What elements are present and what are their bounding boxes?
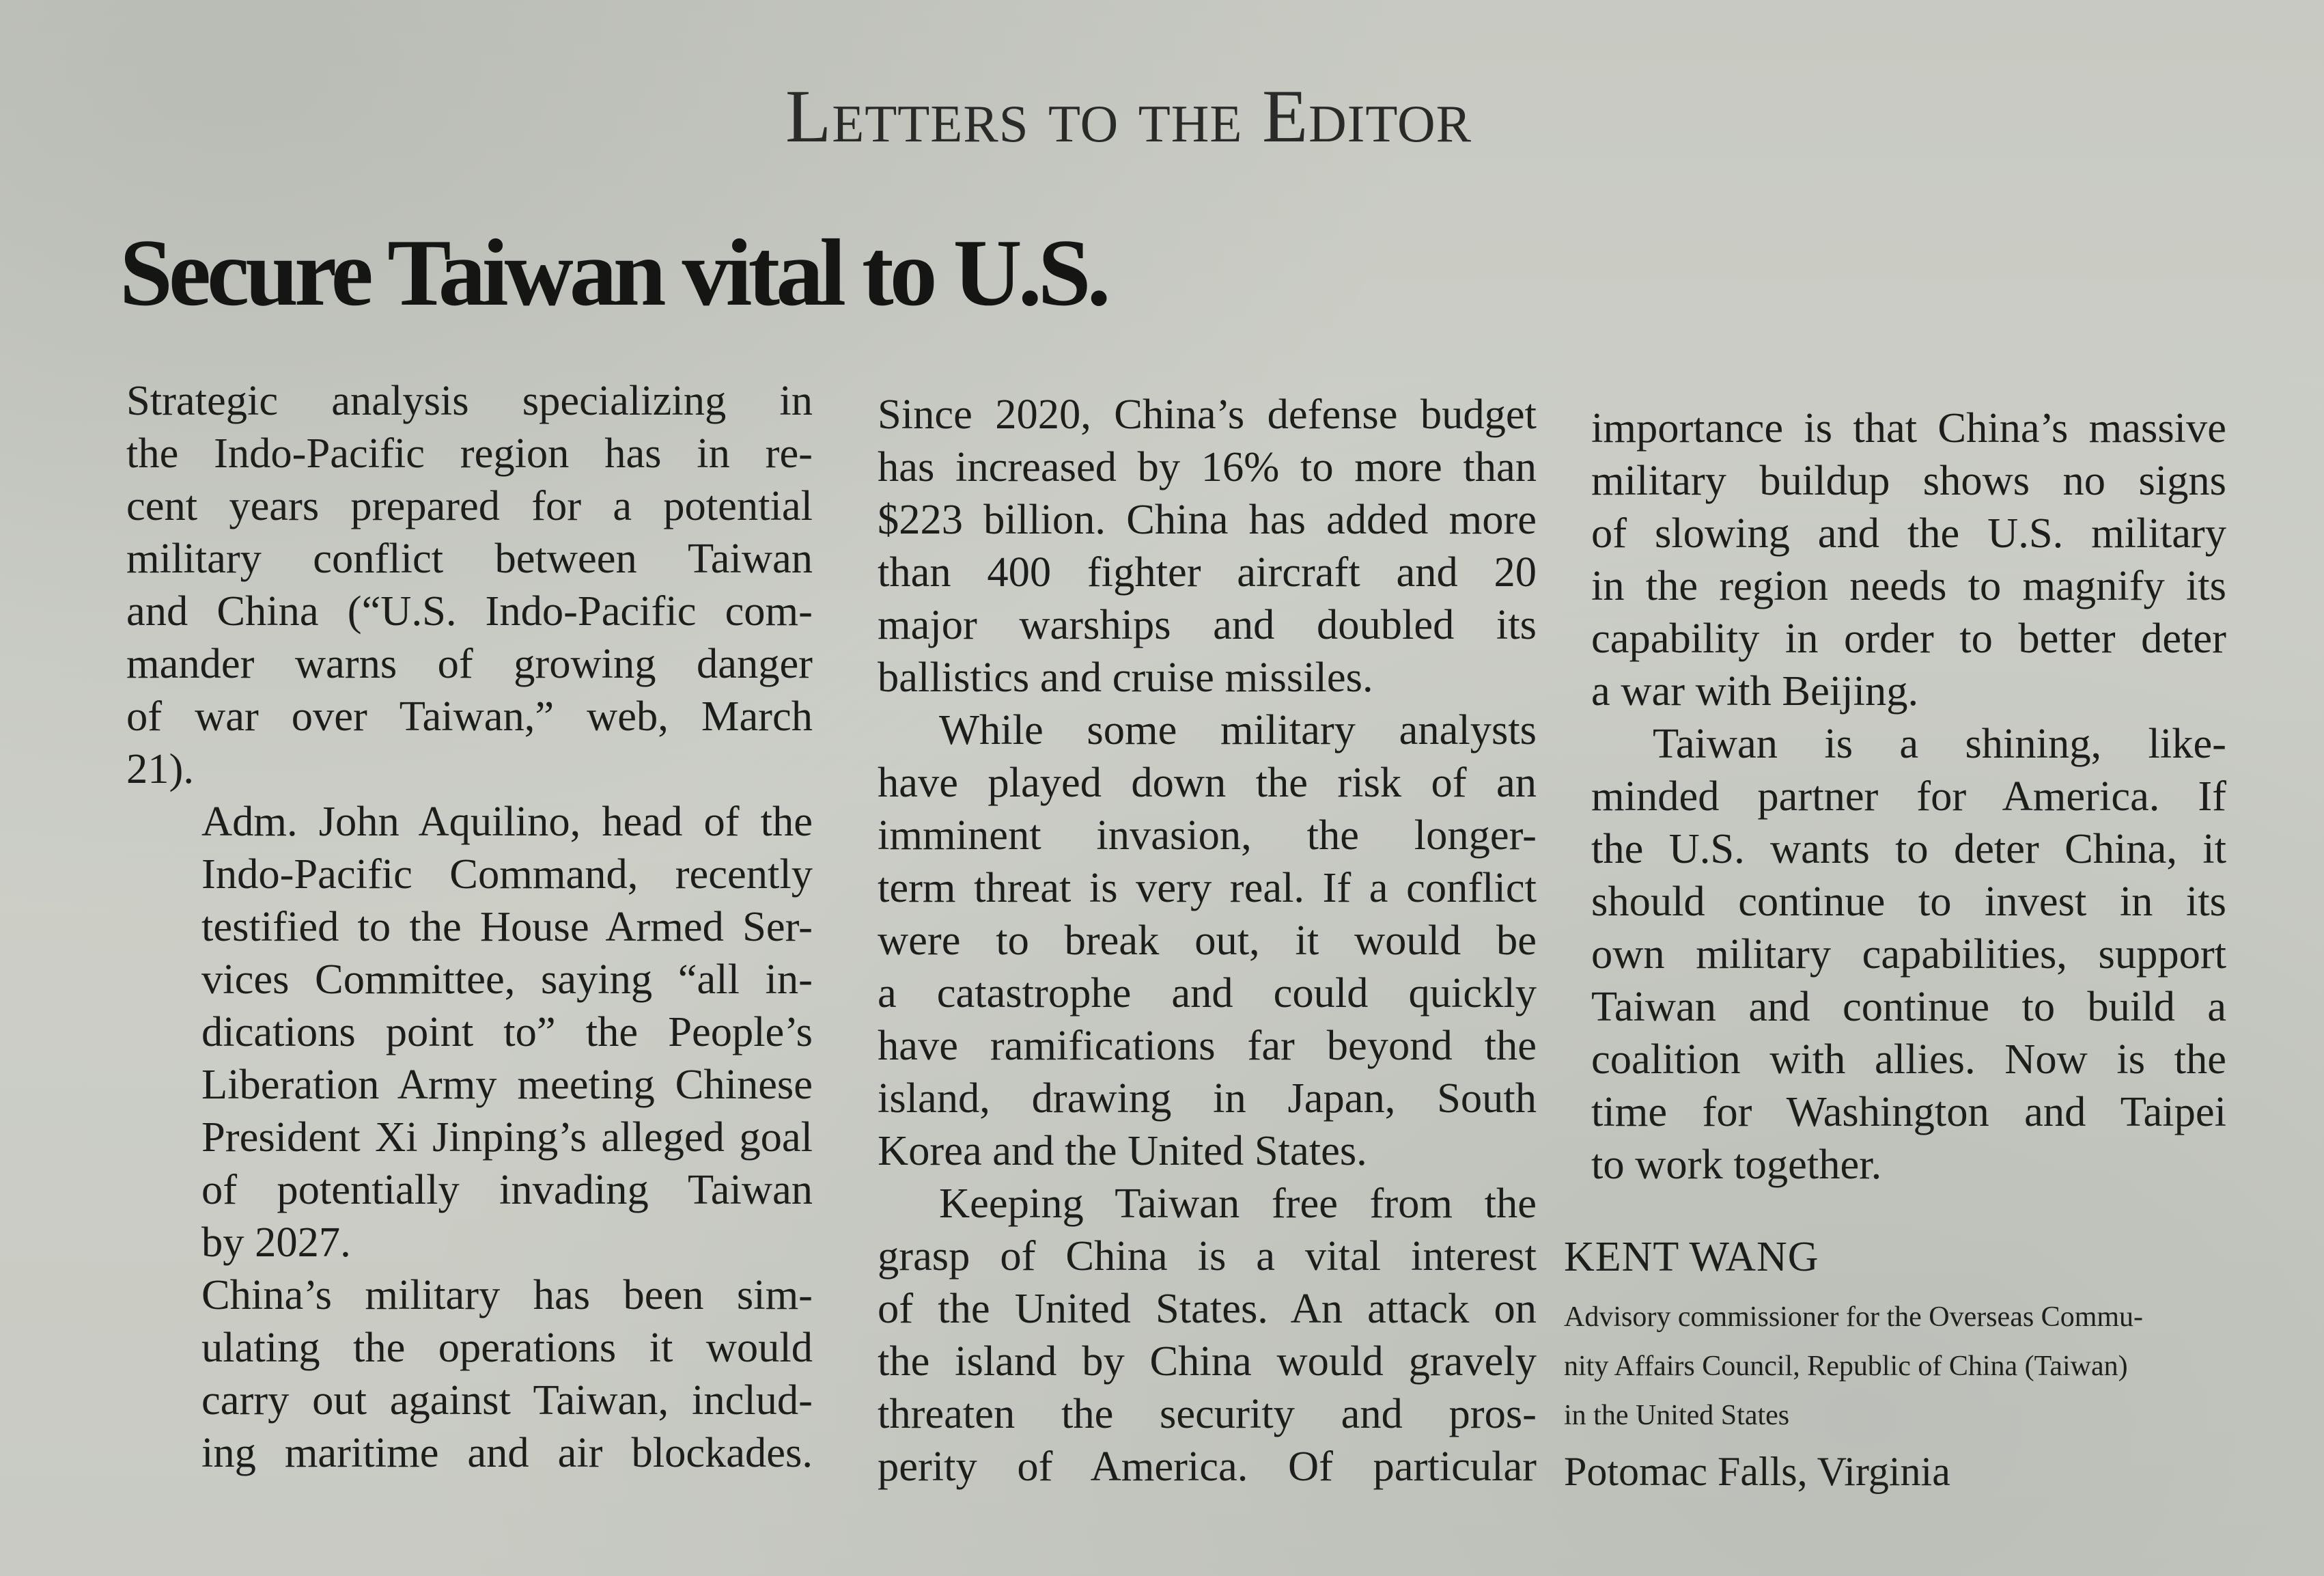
- text-line: the island by China would gravely: [878, 1337, 1537, 1385]
- text-line: Keeping Taiwan free from the: [939, 1179, 1537, 1227]
- text-line: threaten the security and pros-: [878, 1390, 1537, 1437]
- text-line: of potentially invading Taiwan: [201, 1165, 813, 1213]
- text-line: $223 billion. China has added more: [878, 495, 1537, 543]
- text-line: by 2027.: [201, 1218, 351, 1266]
- text-line: capability in order to better deter: [1591, 614, 2226, 662]
- column-3: [1591, 402, 2226, 1191]
- column-2: [878, 388, 1537, 1493]
- text-line: military buildup shows no signs: [1591, 456, 2226, 504]
- text-line: were to break out, it would be: [878, 916, 1537, 964]
- text-line: imminent invasion, the longer-: [878, 811, 1537, 859]
- text-line: carry out against Taiwan, includ-: [201, 1376, 813, 1424]
- author-name: KENT WANG: [1564, 1234, 1819, 1280]
- text-line: have ramifications far beyond the: [878, 1021, 1537, 1069]
- text-line: of war over Taiwan,” web, March: [126, 692, 813, 740]
- text-line: major warships and doubled its: [878, 600, 1537, 648]
- text-line: cent years prepared for a potential: [126, 482, 813, 529]
- paragraph: [878, 388, 1537, 704]
- section-title: Letters to the Editor: [785, 74, 1472, 158]
- text-line: vices Committee, saying “all in-: [201, 955, 813, 1003]
- text-line: testified to the House Armed Ser-: [201, 902, 813, 950]
- paragraph: [878, 1177, 1537, 1493]
- letter-signature: [1564, 1230, 2247, 1499]
- text-line: than 400 fighter aircraft and 20: [878, 548, 1537, 596]
- text-line: China’s military has been sim-: [201, 1271, 813, 1318]
- column-1: [126, 374, 813, 1479]
- paragraph: [878, 704, 1537, 1177]
- text-line: a war with Beijing.: [1591, 667, 1919, 715]
- text-line: While some military analysts: [939, 706, 1537, 754]
- author-title-line: in the United States: [1564, 1400, 1790, 1431]
- text-line: dications point to” the People’s: [201, 1008, 813, 1055]
- text-line: term threat is very real. If a conflict: [878, 863, 1537, 911]
- text-line: Indo-Pacific Command, recently: [201, 850, 813, 898]
- headline: Secure Taiwan vital to U.S.: [120, 220, 1107, 326]
- text-line: the U.S. wants to deter China, it: [1591, 825, 2226, 872]
- text-line: in the region needs to magnify its: [1591, 562, 2226, 609]
- text-line: to work together.: [1591, 1140, 1882, 1188]
- paragraph: [126, 1269, 813, 1479]
- paragraph: [126, 374, 813, 795]
- text-line: has increased by 16% to more than: [878, 443, 1537, 490]
- author-location: Potomac Falls, Virginia: [1564, 1449, 1950, 1494]
- paragraph: [126, 795, 813, 1269]
- text-line: Adm. John Aquilino, head of the: [201, 797, 813, 845]
- text-line: 21).: [126, 745, 194, 792]
- text-line: should continue to invest in its: [1591, 877, 2226, 925]
- text-line: of the United States. An attack on: [878, 1284, 1537, 1332]
- text-line: and China (“U.S. Indo-Pacific com-: [126, 587, 813, 635]
- text-line: Taiwan and continue to build a: [1591, 982, 2226, 1030]
- text-line: the Indo-Pacific region has in re-: [126, 429, 813, 477]
- author-title-line: Advisory commissioner for the Overseas Commu-: [1564, 1301, 2144, 1333]
- text-line: perity of America. Of particular: [878, 1442, 1537, 1490]
- text-line: ulating the operations it would: [201, 1323, 813, 1371]
- text-line: minded partner for America. If: [1591, 772, 2226, 820]
- text-line: of slowing and the U.S. military: [1591, 509, 2226, 557]
- text-line: coalition with allies. Now is the: [1591, 1035, 2226, 1083]
- text-line: grasp of China is a vital interest: [878, 1232, 1537, 1280]
- text-line: Korea and the United States.: [878, 1126, 1367, 1174]
- text-line: a catastrophe and could quickly: [878, 969, 1537, 1017]
- paragraph: [1591, 717, 2226, 1191]
- text-line: ing maritime and air blockades.: [201, 1428, 813, 1476]
- text-line: Since 2020, China’s defense budget: [878, 390, 1537, 438]
- text-line: time for Washington and Taipei: [1591, 1088, 2226, 1135]
- text-line: island, drawing in Japan, South: [878, 1074, 1537, 1122]
- text-line: ballistics and cruise missiles.: [878, 653, 1373, 701]
- text-line: military conflict between Taiwan: [126, 534, 813, 582]
- text-line: have played down the risk of an: [878, 758, 1537, 806]
- author-title-line: nity Affairs Council, Republic of China (Taiwan): [1564, 1351, 2128, 1382]
- text-line: Taiwan is a shining, like-: [1653, 719, 2226, 767]
- text-line: President Xi Jinping’s alleged goal: [201, 1113, 813, 1161]
- text-line: importance is that China’s massive: [1591, 404, 2226, 452]
- paragraph: [1591, 402, 2226, 717]
- author-title: [1564, 1292, 2247, 1440]
- text-line: Liberation Army meeting Chinese: [201, 1060, 813, 1108]
- text-line: own military capabilities, support: [1591, 930, 2226, 978]
- text-line: Strategic analysis specializing in: [126, 376, 813, 424]
- text-line: mander warns of growing danger: [126, 639, 813, 687]
